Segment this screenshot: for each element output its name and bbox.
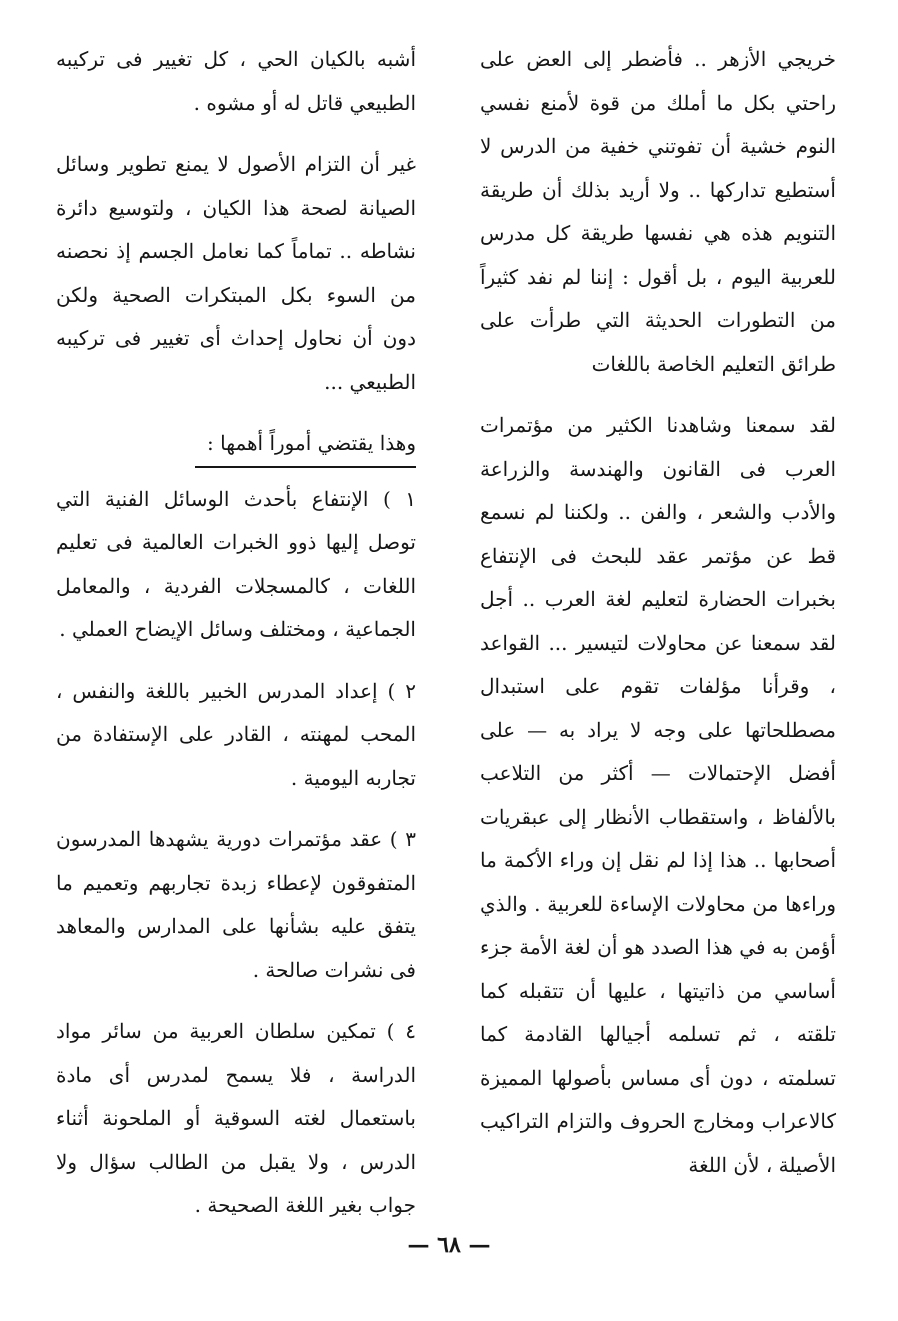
left-paragraph-2: غير أن التزام الأصول لا يمنع تطوير وسائل الصيانة لصحة هذا الكيان ، ولتوسيع دائرة نشاطه .. تماماً كما نعامل الجسم إذ نحصنه من السوء بكل المبتكرات الصحية ولكن دون أن نحاول إحداث أى تغيير فى تركيبه الطبيعي ... (56, 152, 416, 394)
right-paragraph-2: لقد سمعنا وشاهدنا الكثير من مؤتمرات العرب فى القانون والهندسة والزراعة والأدب والشعر ، والفن .. ولكننا لم نسمع قط عن مؤتمر عقد للبحث فى الإنتفاع بخبرات الحضارة لتعليم لغة العرب .. أجل لقد سمعنا عن محاولات لتيسير ... القواعد ، وقرأنا مؤلفات تقوم على استبدال مصطلحاتها على وجه لا يراد به — على أفضل الإحتمالات — أكثر من التلاعب بالألفاظ ، واستقطاب الأنظار إلى عبقريات أصحابها .. هذا إذا لم نقل إن وراء الأكمة ما وراءها من محاولات الإساءة للعربية . والذي أؤمن به في هذا الصدد هو أن لغة الأمة جزء أساسي من ذاتيتها ، عليها أن تتقبله كما تلقته ، ثم تسلمه أجيالها القادمة كما تسلمته ، دون أى مساس بأصولها المميزة كالاعراب ومخارج الحروف والتزام التراكيب الأصيلة ، لأن اللغة (480, 413, 836, 1177)
right-column (480, 38, 836, 1205)
left-paragraph-1: أشبه بالكيان الحي ، كل تغيير فى تركيبه الطبيعي قاتل له أو مشوه . (56, 47, 416, 115)
list-item-1: ١ ) الإنتفاع بأحدث الوسائل الفنية التي توصل إليها ذوو الخبرات العالمية فى تعليم اللغات ، كالمسجلات الفردية ، والمعامل الجماعية ، ومختلف وسائل الإيضاح العملي . (56, 486, 416, 641)
list-item-4: ٤ ) تمكين سلطان العربية من سائر مواد الدراسة ، فلا يسمح لمدرس أى مادة باستعمال لغته السوقية أو الملحونة أثناء الدرس ، ولا يقبل من الطالب سؤال ولا جواب بغير اللغة الصحيحة . (56, 1019, 416, 1217)
page-number: — ٦٨ — (407, 1232, 491, 1258)
list-item-2: ٢ ) إعداد المدرس الخبير باللغة والنفس ، المحب لمهنته ، القادر على الإستفادة من تجاربه اليومية . (56, 678, 416, 790)
section-heading: وهذا يقتضي أموراً أهمها : (195, 422, 416, 468)
right-paragraph-1: خريجي الأزهر .. فأضطر إلى العض على راحتي بكل ما أملك من قوة لأمنع نفسي النوم خشية أن تفوتني خفية من الدرس لا أستطيع تداركها .. ولا أريد بذلك أن طريقة التنويم هذه هي نفسها طريقة كل مدرس للعربية اليوم ، بل أقول : إننا لم نفد كثيراً من التطورات الحديثة التي طرأت على طرائق التعليم الخاصة باللغات (480, 47, 836, 376)
list-item-3: ٣ ) عقد مؤتمرات دورية يشهدها المدرسون المتفوقون لإعطاء زبدة تجاربهم وتعميم ما يتفق عليه بشأنها على المدارس والمعاهد فى نشرات صالحة . (56, 827, 416, 982)
left-column (56, 38, 416, 1246)
